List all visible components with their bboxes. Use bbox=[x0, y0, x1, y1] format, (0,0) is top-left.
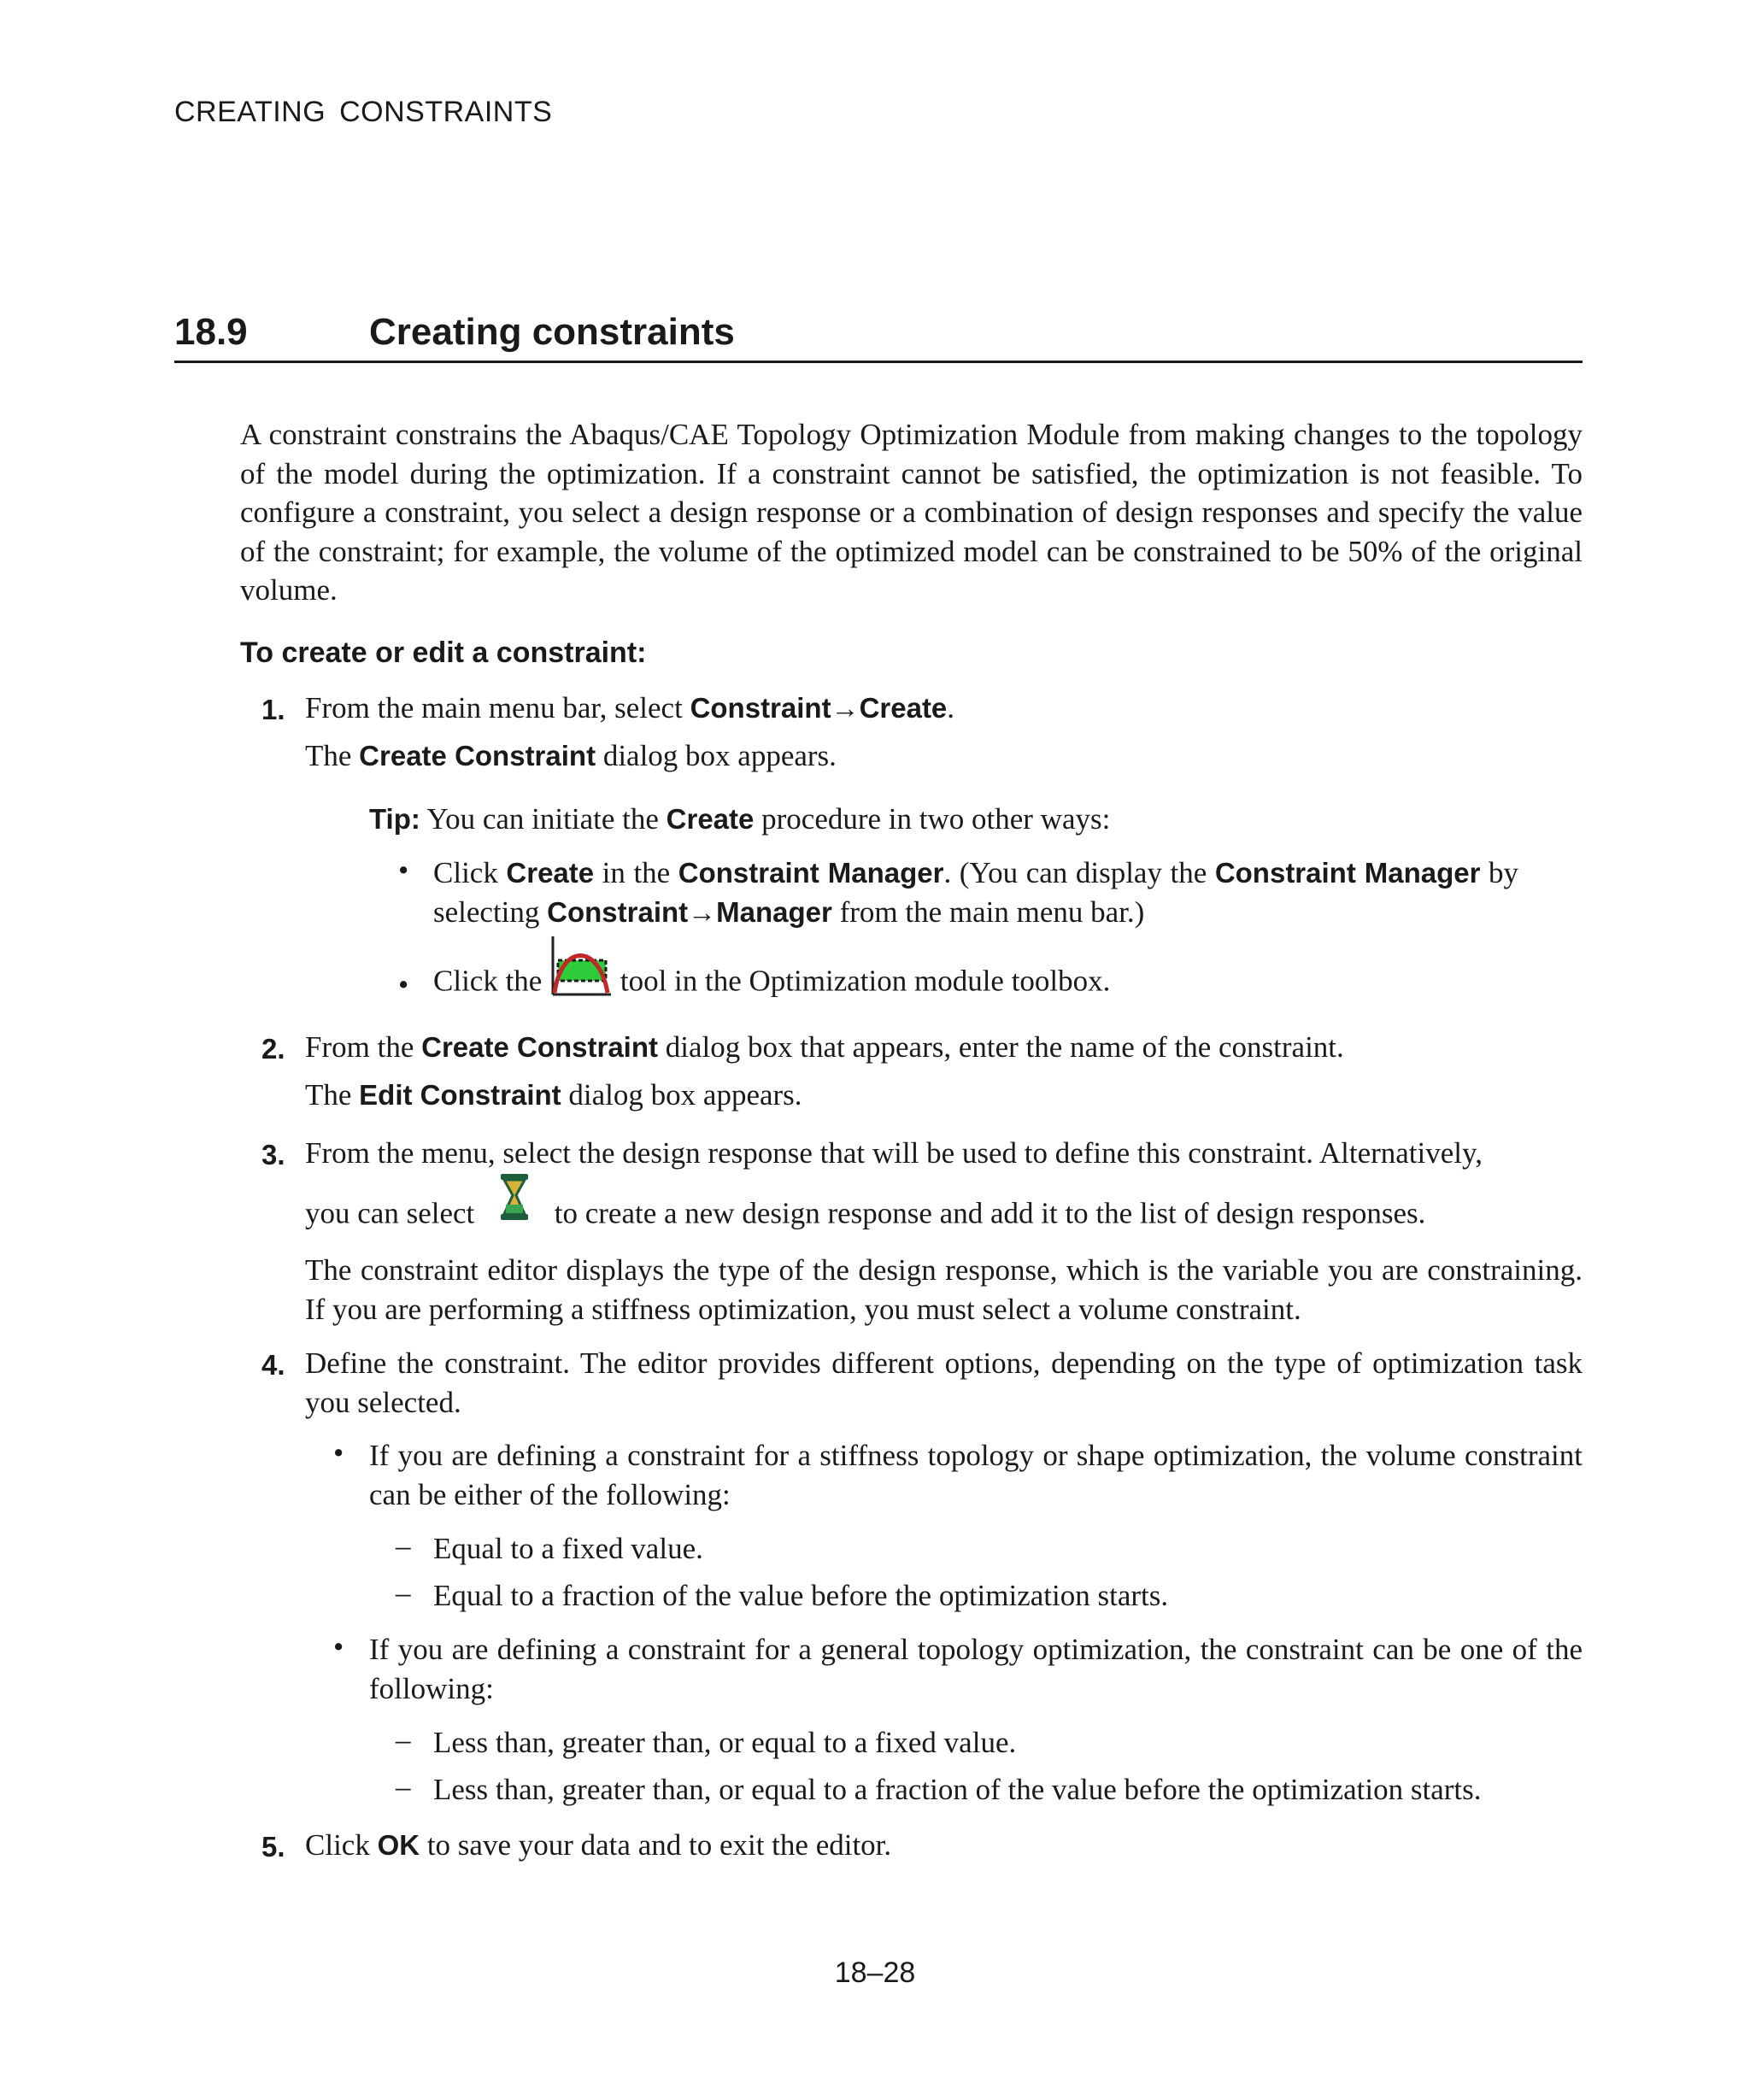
tip-label: Tip: bbox=[369, 803, 420, 835]
running-header: CREATING CONSTRAINTS bbox=[174, 96, 553, 128]
step-number: 4. bbox=[261, 1349, 285, 1381]
bullet-icon: • bbox=[398, 968, 409, 1001]
step-4-text: Define the constraint. The editor provides different options, depending on the type of optimization task you selected. bbox=[305, 1346, 1583, 1419]
step-1-line: From the main menu bar, select Constraint→Create. bbox=[305, 691, 955, 724]
step-4-b2-dash-1: Less than, greater than, or equal to a fixed value. bbox=[433, 1726, 1017, 1759]
step-5-line: Click OK to save your data and to exit the editor. bbox=[305, 1828, 892, 1862]
step-number: 2. bbox=[261, 1033, 285, 1065]
step-3-line-2: you can select to create a new design response and add it to the list of design responses. bbox=[305, 1179, 1583, 1253]
bullet-icon: • bbox=[398, 853, 409, 887]
bullet-icon: • bbox=[333, 1630, 344, 1663]
section-title: Creating constraints bbox=[369, 311, 735, 353]
bullet-icon: • bbox=[333, 1436, 344, 1469]
dash-icon: – bbox=[396, 1576, 411, 1610]
section-number: 18.9 bbox=[174, 311, 248, 353]
step-1-result: The Create Constraint dialog box appears. bbox=[305, 739, 837, 772]
tip-bullet-1: Click Create in the Constraint Manager. (You can display the Constraint Manager by selecting Constraint→Manager from the main menu bar.) bbox=[433, 856, 1519, 929]
step-number: 5. bbox=[261, 1831, 285, 1862]
step-2-line: From the Create Constraint dialog box that appears, enter the name of the constraint. bbox=[305, 1030, 1344, 1064]
step-3-note: The constraint editor displays the type of the design response, which is the variable you are constraining. If you are performing a stiffness optimization, you must select a volume constraint. bbox=[305, 1253, 1583, 1326]
step-4-bullet-2: If you are defining a constraint for a general topology optimization, the constraint can be one of the following: bbox=[369, 1633, 1583, 1705]
dash-icon: – bbox=[396, 1770, 411, 1804]
tip-line: Tip: You can initiate the Create procedure in two other ways: bbox=[369, 802, 1111, 836]
intro-paragraph: A constraint constrains the Abaqus/CAE Topology Optimization Module from making changes to the topology of the model during the optimization. If a constraint cannot be satisfied, the optimization is not feasible. To configure a constraint, you select a design response or a combination of design responses and specify the value of the constraint; for example, the volume of the optimized model can be constrained to be 50% of the original volume. bbox=[240, 418, 1583, 607]
section-heading bbox=[174, 308, 1583, 363]
step-4-b1-dash-2: Equal to a fraction of the value before the optimization starts. bbox=[433, 1579, 1169, 1612]
step-4-b1-dash-1: Equal to a fixed value. bbox=[433, 1532, 703, 1565]
step-3-line-1: From the menu, select the design response that will be used to define this constraint. Alternatively, bbox=[305, 1136, 1483, 1170]
dialog-name: Create Constraint bbox=[359, 740, 596, 771]
procedure-heading: To create or edit a constraint: bbox=[240, 636, 647, 669]
menu-path: Constraint→Create bbox=[690, 692, 948, 724]
ok-label: OK bbox=[377, 1829, 420, 1861]
step-number: 1. bbox=[261, 694, 285, 725]
constraint-tool-icon bbox=[549, 935, 613, 1023]
step-4-b2-dash-2: Less than, greater than, or equal to a fraction of the value before the optimization starts. bbox=[433, 1773, 1482, 1806]
step-2-result: The Edit Constraint dialog box appears. bbox=[305, 1078, 802, 1112]
step-4-bullet-1: If you are defining a constraint for a stiffness topology or shape optimization, the volume constraint can be either of the following: bbox=[369, 1439, 1583, 1511]
design-response-icon bbox=[497, 1172, 531, 1247]
dash-icon: – bbox=[396, 1529, 411, 1563]
page-number: 18–28 bbox=[834, 1956, 916, 1989]
tip-bullet-2: Click the tool in the Optimization module toolbox. bbox=[433, 940, 1544, 1028]
step-number: 3. bbox=[261, 1139, 285, 1170]
dash-icon: – bbox=[396, 1723, 411, 1757]
